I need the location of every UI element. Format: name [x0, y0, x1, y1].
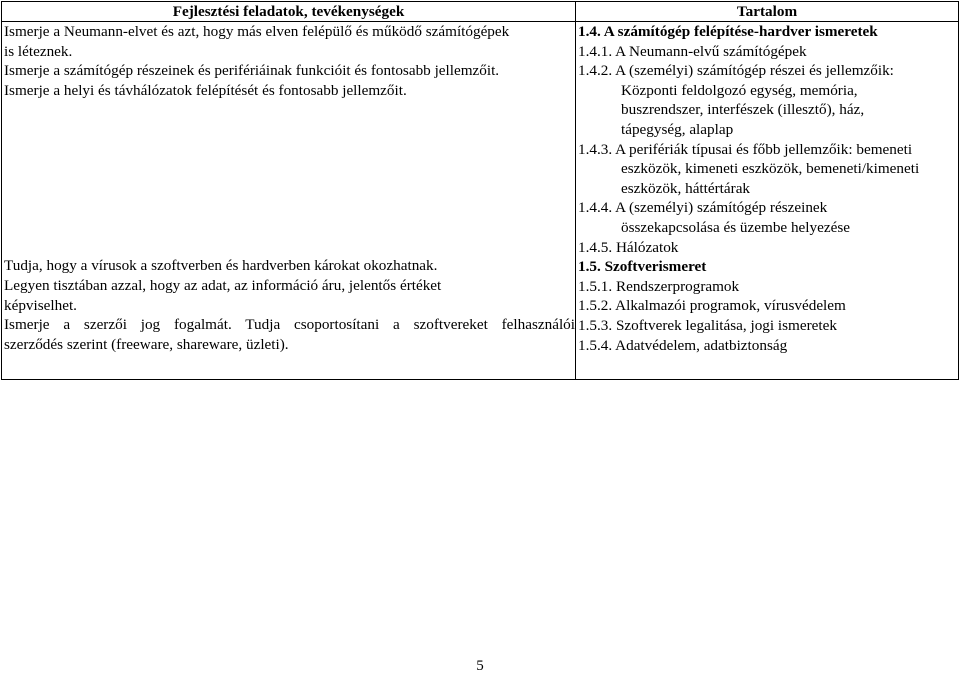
task-neumann-line: Ismerje a Neumann-elvet és azt, hogy más elven felépülő és működő számítógépek: [4, 23, 510, 40]
section-1-4-3: 1.4.3. A perifériák típusai és főbb jellemzőik: bemeneti: [578, 140, 913, 158]
section-1-5-3: 1.5.3. Szoftverek legalitása, jogi ismeretek: [578, 316, 837, 334]
section-1-4-2-cont: Központi feldolgozó egység, memória,: [621, 81, 858, 99]
task-information-value-cont: képviselhet.: [4, 296, 77, 314]
section-1-4-3-cont: eszközök, háttértárak: [621, 179, 751, 197]
blank-space: [4, 100, 575, 256]
section-1-4-2: 1.4.2. A (személyi) számítógép részei és jellemzőik:: [578, 62, 894, 80]
task-networks: Ismerje a helyi és távhálózatok felépítését és fontosabb jellemzőit.: [4, 81, 407, 99]
task-viruses: Tudja, hogy a vírusok a szoftverben és hardverben károkat okozhatnak.: [4, 257, 438, 275]
page-number: 5: [476, 658, 484, 674]
content-cell: [576, 22, 959, 380]
task-information-value: Legyen tisztában azzal, hogy az adat, az információ áru, jelentős értéket: [4, 276, 442, 294]
header-content: Tartalom: [576, 2, 959, 22]
header-development-tasks: Fejlesztési feladatok, tevékenységek: [2, 2, 576, 22]
section-1-4-heading: 1.4. A számítógép felépítése-hardver ismeretek: [578, 23, 878, 40]
section-1-4-2-cont: buszrendszer, interfészek (illesztő), ház,: [621, 101, 865, 119]
task-copyright-cont: szerződés szerint (freeware, shareware, üzleti).: [4, 335, 289, 353]
section-1-4-4: 1.4.4. A (személyi) számítógép részeinek: [578, 199, 828, 217]
task-neumann-line-cont: is léteznek.: [4, 42, 73, 60]
task-computer-parts: Ismerje a számítógép részeinek és perifériáinak funkcióit és fontosabb jellemzőit.: [4, 62, 500, 80]
section-1-5-heading: 1.5. Szoftverismeret: [578, 258, 707, 276]
section-1-5-1: 1.5.1. Rendszerprogramok: [578, 277, 740, 295]
section-1-5-4: 1.5.4. Adatvédelem, adatbiztonság: [578, 336, 788, 354]
task-copyright: Ismerje a szerzői jog fogalmát. Tudja csoportosítani a szoftvereket felhasználói: [4, 316, 575, 334]
section-1-4-4-cont: összekapcsolása és üzembe helyezése: [621, 218, 850, 236]
curriculum-table: [1, 1, 959, 380]
section-1-4-1: 1.4.1. A Neumann-elvű számítógépek: [578, 42, 807, 60]
table-header-row: [2, 2, 959, 22]
section-1-4-5: 1.4.5. Hálózatok: [578, 238, 679, 256]
development-tasks-cell: [2, 22, 576, 380]
table-row: [2, 22, 959, 380]
section-1-4-2-cont: tápegység, alaplap: [621, 120, 734, 138]
section-1-4-3-cont: eszközök, kimeneti eszközök, bemeneti/kimeneti: [621, 160, 920, 178]
section-1-5-2: 1.5.2. Alkalmazói programok, vírusvédelem: [578, 297, 846, 315]
